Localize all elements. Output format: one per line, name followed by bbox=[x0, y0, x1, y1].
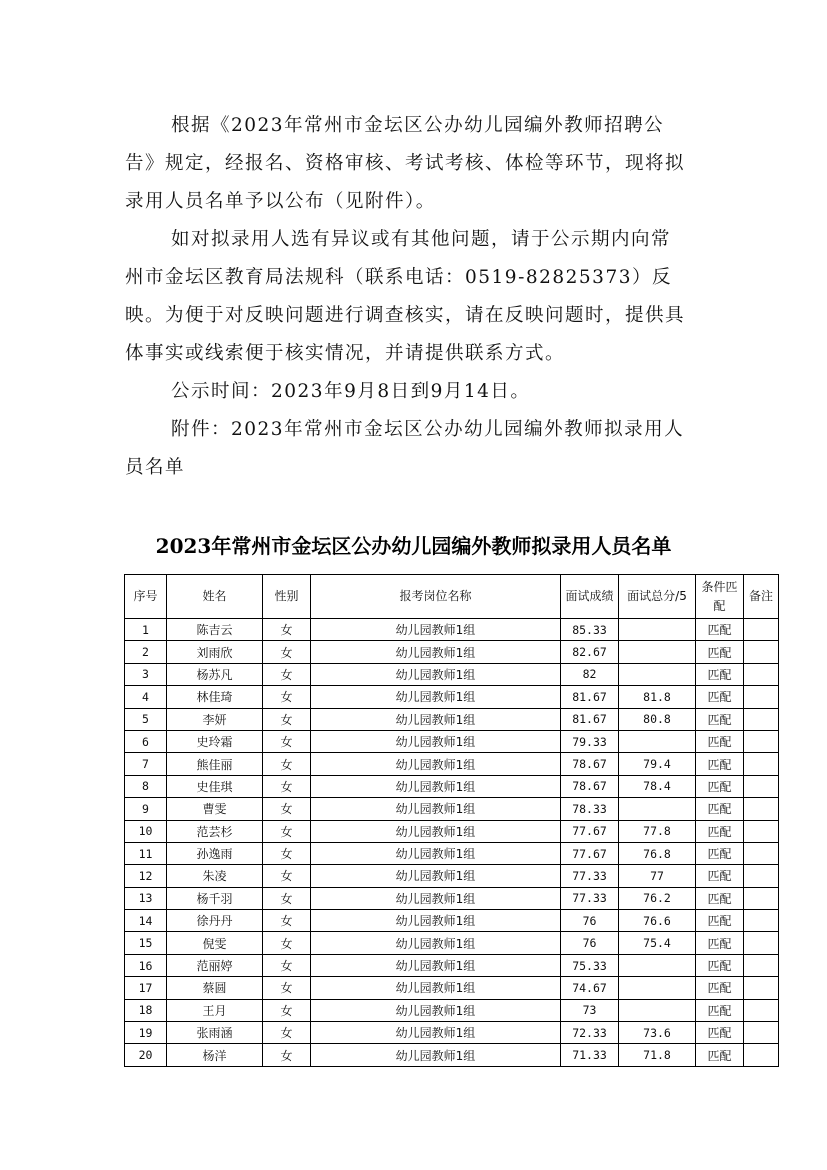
table-row bbox=[125, 708, 779, 730]
cell-position: 幼儿园教师1组 bbox=[311, 708, 561, 730]
cell-position: 幼儿园教师1组 bbox=[311, 820, 561, 842]
cell-note bbox=[744, 686, 779, 708]
cell-cond: 匹配 bbox=[696, 619, 744, 641]
cell-no: 4 bbox=[125, 686, 167, 708]
cell-gender: 女 bbox=[263, 954, 311, 976]
cell-gender: 女 bbox=[263, 865, 311, 887]
cell-score: 75.33 bbox=[561, 954, 619, 976]
cell-gender: 女 bbox=[263, 686, 311, 708]
cell-no: 19 bbox=[125, 1022, 167, 1044]
cell-score: 81.67 bbox=[561, 686, 619, 708]
cell-gender: 女 bbox=[263, 775, 311, 797]
cell-position: 幼儿园教师1组 bbox=[311, 619, 561, 641]
cell-position: 幼儿园教师1组 bbox=[311, 999, 561, 1021]
header-score: 面试成绩 bbox=[561, 575, 619, 619]
cell-gender: 女 bbox=[263, 798, 311, 820]
cell-cond: 匹配 bbox=[696, 708, 744, 730]
cell-no: 20 bbox=[125, 1044, 167, 1066]
cell-note bbox=[744, 842, 779, 864]
cell-cond: 匹配 bbox=[696, 641, 744, 663]
table-row bbox=[125, 932, 779, 954]
notice-body bbox=[125, 107, 687, 487]
cell-score: 81.67 bbox=[561, 708, 619, 730]
cell-name: 刘雨欣 bbox=[167, 641, 263, 663]
cell-position: 幼儿园教师1组 bbox=[311, 1044, 561, 1066]
cell-name: 蔡圆 bbox=[167, 977, 263, 999]
cell-position: 幼儿园教师1组 bbox=[311, 977, 561, 999]
cell-gender: 女 bbox=[263, 708, 311, 730]
cell-note bbox=[744, 641, 779, 663]
table-row bbox=[125, 887, 779, 909]
cell-name: 李妍 bbox=[167, 708, 263, 730]
cell-gender: 女 bbox=[263, 663, 311, 685]
cell-cond: 匹配 bbox=[696, 865, 744, 887]
roster-table bbox=[124, 574, 779, 1067]
cell-name: 熊佳丽 bbox=[167, 753, 263, 775]
notice-paragraph-3: 公示时间：2023年9月8日到9月14日。 bbox=[171, 381, 531, 402]
cell-name: 孙逸雨 bbox=[167, 842, 263, 864]
cell-note bbox=[744, 1022, 779, 1044]
table-row bbox=[125, 753, 779, 775]
cell-gender: 女 bbox=[263, 753, 311, 775]
notice-paragraph-1: 根据《2023年常州市金坛区公办幼儿园编外教师招聘公告》规定，经报名、资格审核、考试考核、体检等环节，现将拟录用人员名单予以公布（见附件）。 bbox=[125, 115, 686, 212]
cell-avg: 73.6 bbox=[619, 1022, 696, 1044]
cell-note bbox=[744, 775, 779, 797]
cell-score: 73 bbox=[561, 999, 619, 1021]
cell-no: 3 bbox=[125, 663, 167, 685]
cell-name: 杨千羽 bbox=[167, 887, 263, 909]
cell-name: 范丽婷 bbox=[167, 954, 263, 976]
header-no: 序号 bbox=[125, 575, 167, 619]
cell-gender: 女 bbox=[263, 730, 311, 752]
cell-avg: 79.4 bbox=[619, 753, 696, 775]
cell-score: 78.67 bbox=[561, 753, 619, 775]
table-row bbox=[125, 954, 779, 976]
cell-avg: 76.8 bbox=[619, 842, 696, 864]
cell-avg bbox=[619, 798, 696, 820]
cell-avg bbox=[619, 999, 696, 1021]
cell-note bbox=[744, 798, 779, 820]
cell-gender: 女 bbox=[263, 842, 311, 864]
cell-position: 幼儿园教师1组 bbox=[311, 730, 561, 752]
cell-position: 幼儿园教师1组 bbox=[311, 910, 561, 932]
header-cond: 条件匹配 bbox=[696, 575, 744, 619]
cell-gender: 女 bbox=[263, 619, 311, 641]
cell-score: 74.67 bbox=[561, 977, 619, 999]
cell-score: 76 bbox=[561, 932, 619, 954]
cell-no: 10 bbox=[125, 820, 167, 842]
cell-gender: 女 bbox=[263, 1022, 311, 1044]
table-row bbox=[125, 619, 779, 641]
cell-cond: 匹配 bbox=[696, 686, 744, 708]
cell-avg bbox=[619, 977, 696, 999]
cell-score: 77.67 bbox=[561, 842, 619, 864]
cell-note bbox=[744, 753, 779, 775]
table-row bbox=[125, 1022, 779, 1044]
cell-no: 17 bbox=[125, 977, 167, 999]
cell-score: 77.33 bbox=[561, 887, 619, 909]
cell-name: 王月 bbox=[167, 999, 263, 1021]
cell-no: 7 bbox=[125, 753, 167, 775]
cell-position: 幼儿园教师1组 bbox=[311, 842, 561, 864]
cell-score: 82.67 bbox=[561, 641, 619, 663]
cell-name: 倪雯 bbox=[167, 932, 263, 954]
header-note: 备注 bbox=[744, 575, 779, 619]
cell-note bbox=[744, 708, 779, 730]
notice-paragraph-4: 附件：2023年常州市金坛区公办幼儿园编外教师拟录用人员名单 bbox=[125, 419, 685, 478]
cell-cond: 匹配 bbox=[696, 932, 744, 954]
table-row bbox=[125, 775, 779, 797]
cell-cond: 匹配 bbox=[696, 820, 744, 842]
cell-position: 幼儿园教师1组 bbox=[311, 798, 561, 820]
cell-avg: 76.6 bbox=[619, 910, 696, 932]
cell-cond: 匹配 bbox=[696, 775, 744, 797]
cell-score: 78.67 bbox=[561, 775, 619, 797]
table-row bbox=[125, 686, 779, 708]
cell-name: 曹雯 bbox=[167, 798, 263, 820]
cell-avg: 81.8 bbox=[619, 686, 696, 708]
cell-note bbox=[744, 910, 779, 932]
cell-score: 72.33 bbox=[561, 1022, 619, 1044]
cell-avg bbox=[619, 954, 696, 976]
cell-avg: 75.4 bbox=[619, 932, 696, 954]
cell-cond: 匹配 bbox=[696, 954, 744, 976]
cell-avg: 77 bbox=[619, 865, 696, 887]
cell-position: 幼儿园教师1组 bbox=[311, 1022, 561, 1044]
cell-score: 78.33 bbox=[561, 798, 619, 820]
header-gender: 性别 bbox=[263, 575, 311, 619]
notice-paragraph-2: 如对拟录用人选有异议或有其他问题，请于公示期内向常州市金坛区教育局法规科（联系电话：0519-82825373）反映。为便于对反映问题进行调查核实，请在反映问题时，提供具体事实或线索便于核实情况，并请提供联系方式。 bbox=[125, 229, 686, 364]
cell-cond: 匹配 bbox=[696, 977, 744, 999]
cell-score: 77.33 bbox=[561, 865, 619, 887]
cell-score: 79.33 bbox=[561, 730, 619, 752]
cell-no: 8 bbox=[125, 775, 167, 797]
cell-position: 幼儿园教师1组 bbox=[311, 887, 561, 909]
header-name: 姓名 bbox=[167, 575, 263, 619]
cell-position: 幼儿园教师1组 bbox=[311, 954, 561, 976]
cell-cond: 匹配 bbox=[696, 753, 744, 775]
cell-no: 13 bbox=[125, 887, 167, 909]
cell-no: 5 bbox=[125, 708, 167, 730]
cell-score: 77.67 bbox=[561, 820, 619, 842]
cell-position: 幼儿园教师1组 bbox=[311, 865, 561, 887]
table-body bbox=[125, 619, 779, 1067]
cell-score: 85.33 bbox=[561, 619, 619, 641]
table-title: 2023年常州市金坛区公办幼儿园编外教师拟录用人员名单 bbox=[155, 534, 672, 558]
cell-cond: 匹配 bbox=[696, 1044, 744, 1066]
cell-position: 幼儿园教师1组 bbox=[311, 686, 561, 708]
cell-gender: 女 bbox=[263, 910, 311, 932]
table-row bbox=[125, 730, 779, 752]
cell-note bbox=[744, 954, 779, 976]
cell-name: 史玲霜 bbox=[167, 730, 263, 752]
table-row bbox=[125, 865, 779, 887]
cell-cond: 匹配 bbox=[696, 999, 744, 1021]
cell-name: 史佳琪 bbox=[167, 775, 263, 797]
cell-name: 张雨涵 bbox=[167, 1022, 263, 1044]
cell-position: 幼儿园教师1组 bbox=[311, 932, 561, 954]
cell-avg bbox=[619, 619, 696, 641]
cell-note bbox=[744, 887, 779, 909]
cell-no: 15 bbox=[125, 932, 167, 954]
cell-cond: 匹配 bbox=[696, 730, 744, 752]
cell-name: 林佳琦 bbox=[167, 686, 263, 708]
cell-avg: 78.4 bbox=[619, 775, 696, 797]
cell-avg: 77.8 bbox=[619, 820, 696, 842]
cell-avg: 80.8 bbox=[619, 708, 696, 730]
cell-avg bbox=[619, 730, 696, 752]
cell-no: 14 bbox=[125, 910, 167, 932]
cell-no: 12 bbox=[125, 865, 167, 887]
table-row bbox=[125, 820, 779, 842]
cell-name: 陈吉云 bbox=[167, 619, 263, 641]
cell-no: 9 bbox=[125, 798, 167, 820]
table-header-row bbox=[125, 575, 779, 619]
table-row bbox=[125, 842, 779, 864]
cell-avg: 76.2 bbox=[619, 887, 696, 909]
header-position: 报考岗位名称 bbox=[311, 575, 561, 619]
cell-no: 1 bbox=[125, 619, 167, 641]
cell-gender: 女 bbox=[263, 820, 311, 842]
cell-no: 16 bbox=[125, 954, 167, 976]
cell-score: 76 bbox=[561, 910, 619, 932]
cell-position: 幼儿园教师1组 bbox=[311, 663, 561, 685]
cell-name: 范芸杉 bbox=[167, 820, 263, 842]
cell-gender: 女 bbox=[263, 887, 311, 909]
cell-note bbox=[744, 1044, 779, 1066]
table-row bbox=[125, 977, 779, 999]
cell-name: 杨苏凡 bbox=[167, 663, 263, 685]
cell-cond: 匹配 bbox=[696, 887, 744, 909]
table-row bbox=[125, 910, 779, 932]
cell-position: 幼儿园教师1组 bbox=[311, 775, 561, 797]
table-row bbox=[125, 663, 779, 685]
cell-name: 徐丹丹 bbox=[167, 910, 263, 932]
cell-position: 幼儿园教师1组 bbox=[311, 641, 561, 663]
table-row bbox=[125, 999, 779, 1021]
cell-note bbox=[744, 999, 779, 1021]
cell-cond: 匹配 bbox=[696, 663, 744, 685]
cell-no: 6 bbox=[125, 730, 167, 752]
table-row bbox=[125, 1044, 779, 1066]
cell-gender: 女 bbox=[263, 999, 311, 1021]
cell-score: 82 bbox=[561, 663, 619, 685]
cell-name: 朱凌 bbox=[167, 865, 263, 887]
cell-note bbox=[744, 619, 779, 641]
cell-position: 幼儿园教师1组 bbox=[311, 753, 561, 775]
cell-note bbox=[744, 865, 779, 887]
cell-name: 杨洋 bbox=[167, 1044, 263, 1066]
table-row bbox=[125, 798, 779, 820]
cell-gender: 女 bbox=[263, 932, 311, 954]
cell-gender: 女 bbox=[263, 641, 311, 663]
cell-gender: 女 bbox=[263, 1044, 311, 1066]
cell-avg bbox=[619, 641, 696, 663]
cell-no: 18 bbox=[125, 999, 167, 1021]
cell-note bbox=[744, 820, 779, 842]
cell-gender: 女 bbox=[263, 977, 311, 999]
header-avg: 面试总分/5 bbox=[619, 575, 696, 619]
cell-avg bbox=[619, 663, 696, 685]
cell-note bbox=[744, 932, 779, 954]
cell-cond: 匹配 bbox=[696, 910, 744, 932]
table-row bbox=[125, 641, 779, 663]
cell-note bbox=[744, 663, 779, 685]
cell-no: 2 bbox=[125, 641, 167, 663]
cell-note bbox=[744, 730, 779, 752]
cell-cond: 匹配 bbox=[696, 1022, 744, 1044]
cell-cond: 匹配 bbox=[696, 842, 744, 864]
cell-cond: 匹配 bbox=[696, 798, 744, 820]
cell-note bbox=[744, 977, 779, 999]
cell-score: 71.33 bbox=[561, 1044, 619, 1066]
cell-avg: 71.8 bbox=[619, 1044, 696, 1066]
cell-no: 11 bbox=[125, 842, 167, 864]
